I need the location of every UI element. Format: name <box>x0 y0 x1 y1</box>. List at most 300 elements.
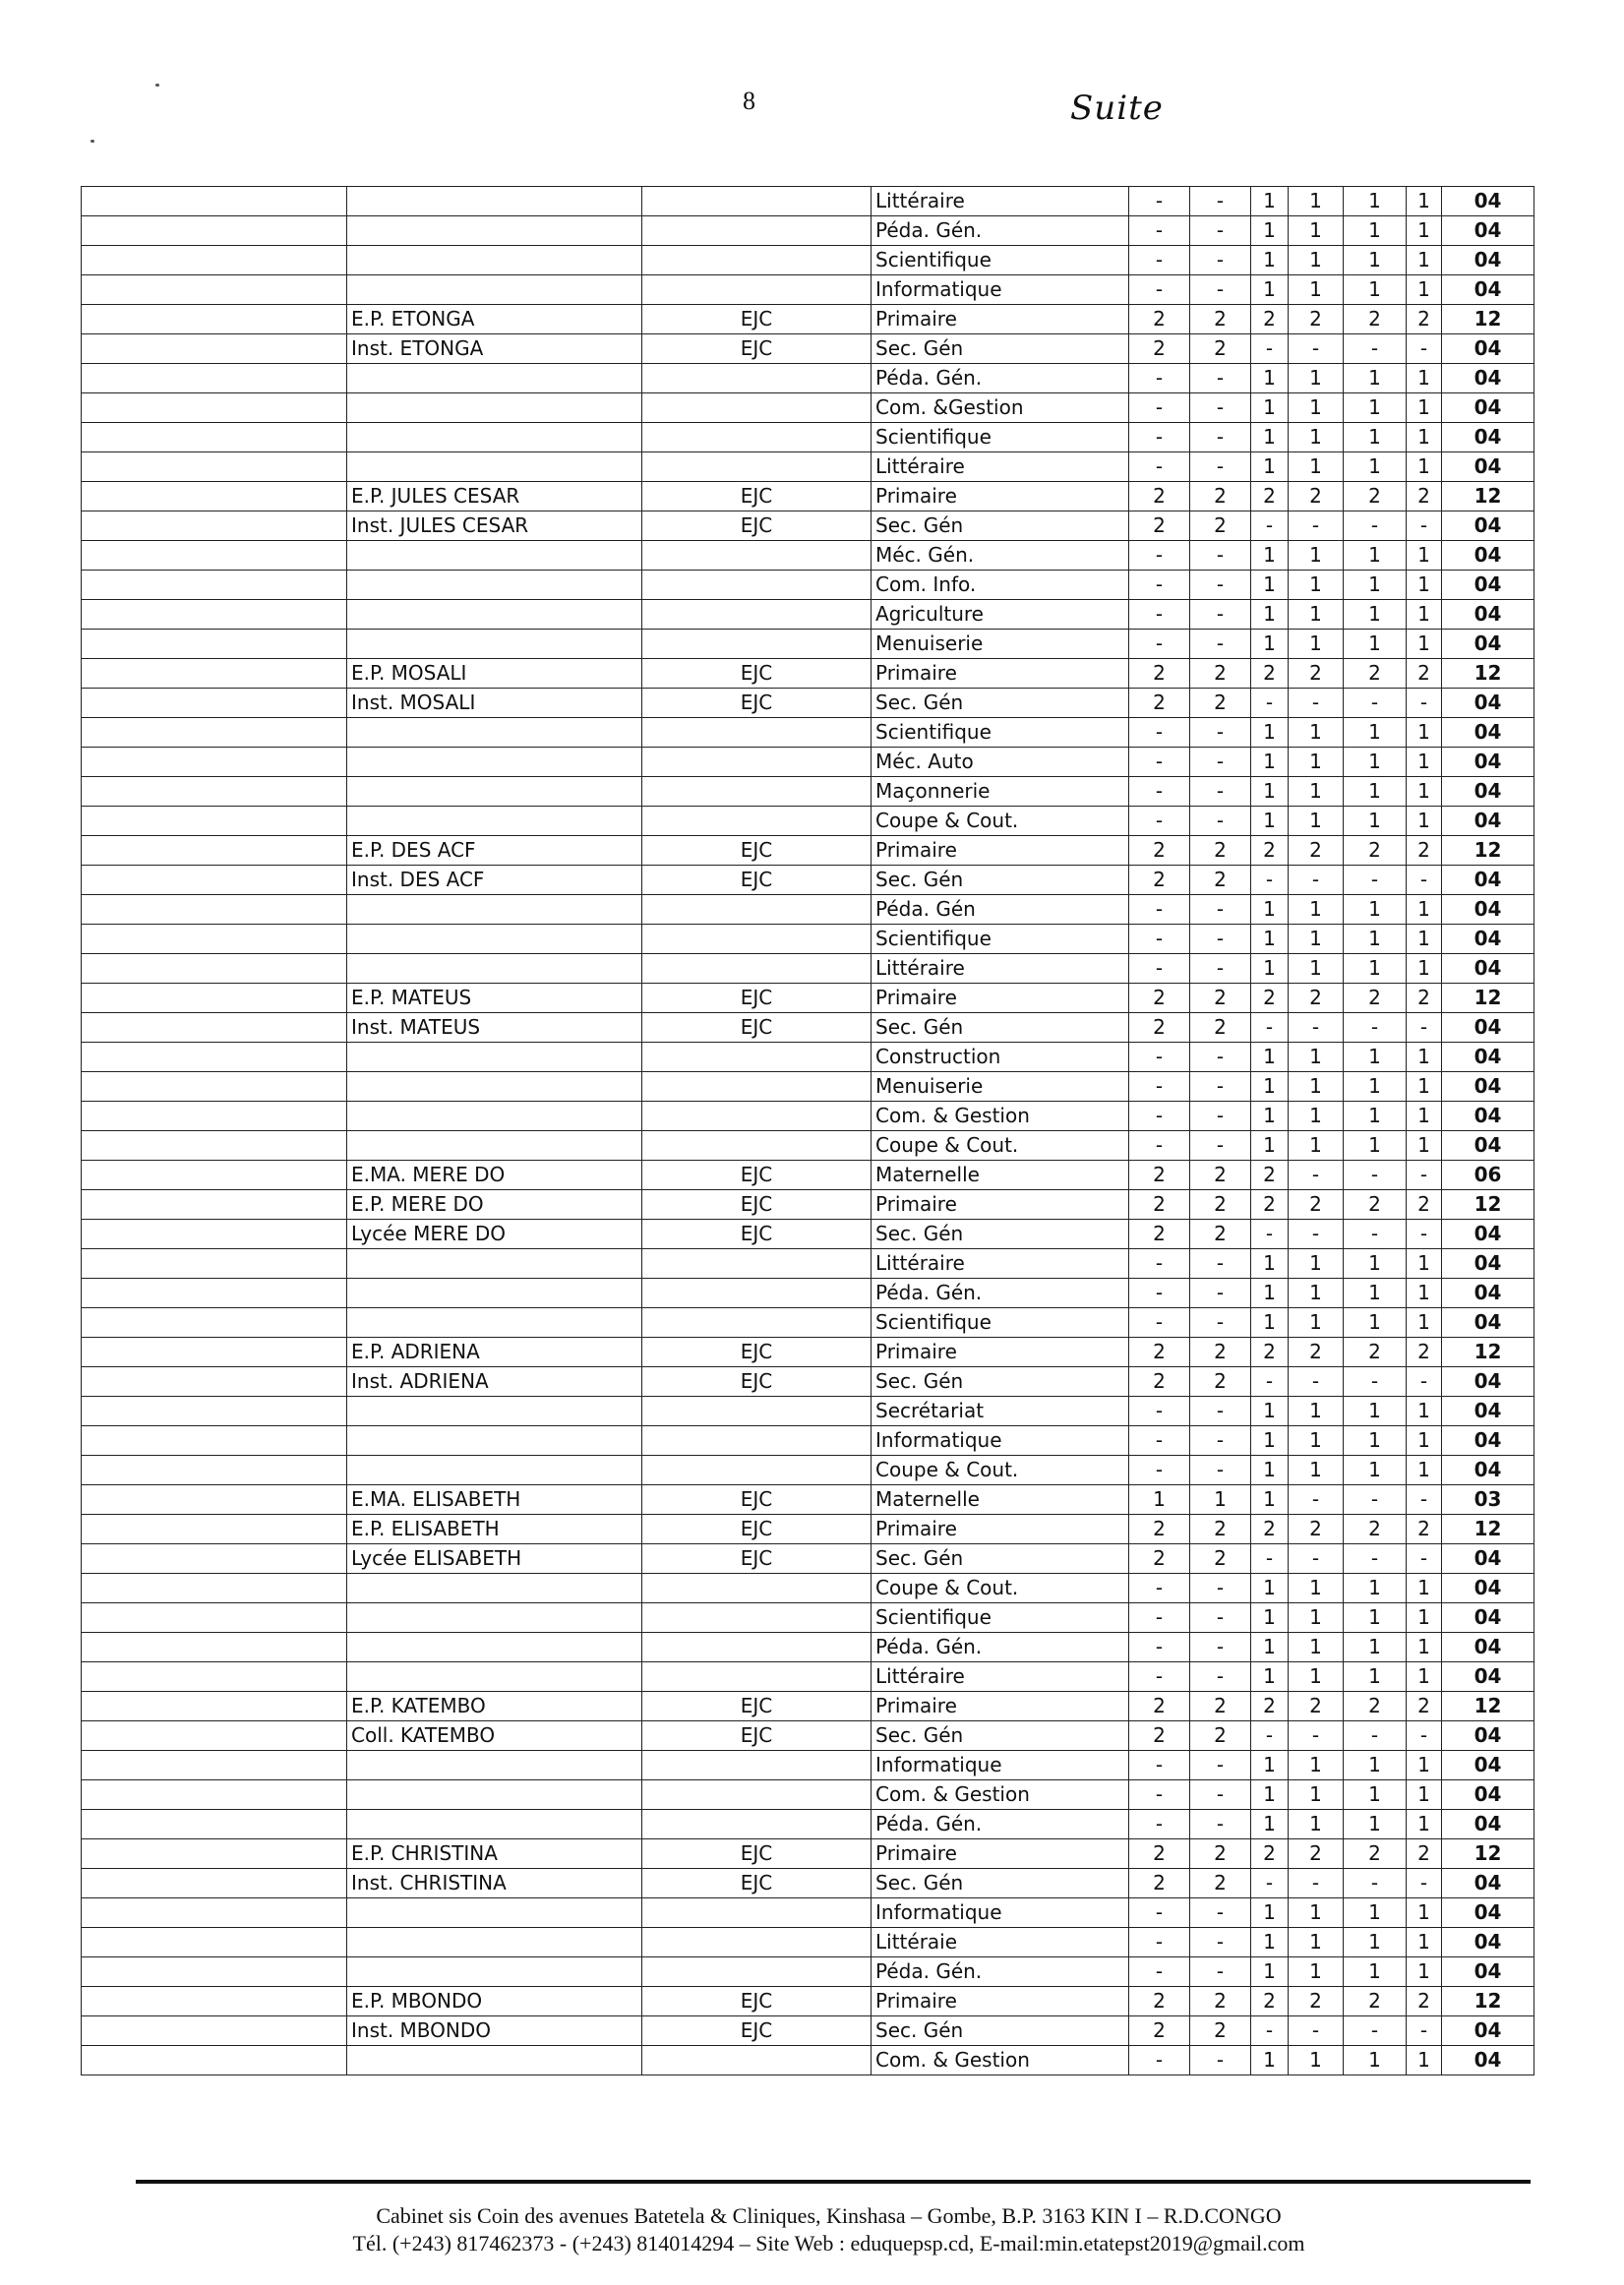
total-cell: 04 <box>1442 541 1534 571</box>
count-cell: - <box>1190 1102 1251 1131</box>
option-cell: Primaire <box>872 1692 1129 1721</box>
count-cell: 2 <box>1407 1987 1442 2016</box>
count-cell: 2 <box>1129 1987 1190 2016</box>
school-cell <box>347 541 642 571</box>
district-cell <box>82 600 347 630</box>
count-cell: 1 <box>1251 925 1289 954</box>
district-cell <box>82 423 347 452</box>
school-cell <box>347 807 642 836</box>
option-cell: Sec. Gén <box>872 511 1129 541</box>
count-cell: 1 <box>1344 187 1407 216</box>
count-cell: - <box>1407 866 1442 895</box>
option-cell: Menuiserie <box>872 1072 1129 1102</box>
option-cell: Coupe & Cout. <box>872 1456 1129 1485</box>
count-cell: 1 <box>1407 423 1442 452</box>
district-cell <box>82 1485 347 1515</box>
school-cell <box>347 1603 642 1633</box>
count-cell: 1 <box>1289 1574 1344 1603</box>
option-cell: Péda. Gén. <box>872 1279 1129 1308</box>
district-cell <box>82 954 347 984</box>
count-cell: 1 <box>1251 1633 1289 1662</box>
total-cell: 12 <box>1442 1839 1534 1869</box>
count-cell: - <box>1129 393 1190 423</box>
school-cell <box>347 452 642 482</box>
count-cell: 1 <box>1289 954 1344 984</box>
regime-cell <box>642 1426 872 1456</box>
total-cell: 03 <box>1442 1485 1534 1515</box>
count-cell: 1 <box>1407 748 1442 777</box>
option-cell: Primaire <box>872 659 1129 689</box>
district-cell <box>82 1426 347 1456</box>
regime-cell <box>642 1131 872 1161</box>
district-cell <box>82 925 347 954</box>
regime-cell: EJC <box>642 1220 872 1249</box>
count-cell: - <box>1190 807 1251 836</box>
district-cell <box>82 393 347 423</box>
count-cell: 1 <box>1251 1603 1289 1633</box>
total-cell: 04 <box>1442 246 1534 275</box>
school-cell: Inst. MATEUS <box>347 1013 642 1043</box>
regime-cell <box>642 1308 872 1338</box>
count-cell: - <box>1190 718 1251 748</box>
district-cell <box>82 482 347 511</box>
count-cell: 1 <box>1251 364 1289 393</box>
count-cell: - <box>1407 1161 1442 1190</box>
table-row <box>82 541 1534 571</box>
school-cell: E.P. MERE DO <box>347 1190 642 1220</box>
count-cell: 1 <box>1289 630 1344 659</box>
regime-cell <box>642 807 872 836</box>
table-row <box>82 1869 1534 1898</box>
count-cell: 1 <box>1344 2046 1407 2075</box>
table-row <box>82 1279 1534 1308</box>
school-cell <box>347 600 642 630</box>
school-cell <box>347 1780 642 1810</box>
option-cell: Primaire <box>872 984 1129 1013</box>
district-cell <box>82 216 347 246</box>
district-cell <box>82 1603 347 1633</box>
district-cell <box>82 866 347 895</box>
count-cell: - <box>1344 866 1407 895</box>
district-cell <box>82 1043 347 1072</box>
count-cell: - <box>1344 1220 1407 1249</box>
total-cell: 12 <box>1442 1190 1534 1220</box>
count-cell: 1 <box>1251 571 1289 600</box>
regime-cell <box>642 187 872 216</box>
school-cell <box>347 748 642 777</box>
school-cell <box>347 1279 642 1308</box>
count-cell: 1 <box>1344 393 1407 423</box>
total-cell: 04 <box>1442 807 1534 836</box>
table-row <box>82 1780 1534 1810</box>
count-cell: 1 <box>1407 954 1442 984</box>
total-cell: 04 <box>1442 364 1534 393</box>
regime-cell <box>642 748 872 777</box>
count-cell: 1 <box>1251 216 1289 246</box>
count-cell: 1 <box>1251 600 1289 630</box>
count-cell: - <box>1129 1957 1190 1987</box>
option-cell: Sec. Gén <box>872 1367 1129 1397</box>
school-cell <box>347 1957 642 1987</box>
count-cell: - <box>1129 216 1190 246</box>
regime-cell <box>642 246 872 275</box>
school-cell: E.MA. MERE DO <box>347 1161 642 1190</box>
total-cell: 12 <box>1442 1515 1534 1544</box>
count-cell: - <box>1251 1013 1289 1043</box>
regime-cell <box>642 1898 872 1928</box>
table-row <box>82 777 1534 807</box>
total-cell: 04 <box>1442 748 1534 777</box>
count-cell: 1 <box>1289 895 1344 925</box>
count-cell: 1 <box>1344 1574 1407 1603</box>
count-cell: - <box>1190 364 1251 393</box>
table-row <box>82 1928 1534 1957</box>
option-cell: Sec. Gén <box>872 1721 1129 1751</box>
count-cell: 1 <box>1289 1102 1344 1131</box>
count-cell: 1 <box>1251 748 1289 777</box>
regime-cell <box>642 1603 872 1633</box>
count-cell: 1 <box>1407 364 1442 393</box>
count-cell: 1 <box>1344 807 1407 836</box>
district-cell <box>82 1190 347 1220</box>
count-cell: 1 <box>1251 452 1289 482</box>
count-cell: 2 <box>1344 1692 1407 1721</box>
count-cell: 1 <box>1407 1957 1442 1987</box>
count-cell: - <box>1289 866 1344 895</box>
count-cell: 1 <box>1407 541 1442 571</box>
regime-cell: EJC <box>642 1367 872 1397</box>
regime-cell <box>642 1043 872 1072</box>
count-cell: 1 <box>1344 1456 1407 1485</box>
count-cell: 1 <box>1289 1957 1344 1987</box>
school-cell <box>347 895 642 925</box>
option-cell: Primaire <box>872 305 1129 334</box>
district-cell <box>82 1072 347 1102</box>
school-cell <box>347 187 642 216</box>
table-row <box>82 1131 1534 1161</box>
count-cell: 2 <box>1129 1544 1190 1574</box>
regime-cell <box>642 600 872 630</box>
count-cell: - <box>1129 1102 1190 1131</box>
count-cell: 1 <box>1344 1131 1407 1161</box>
total-cell: 04 <box>1442 2046 1534 2075</box>
school-cell: E.P. ELISABETH <box>347 1515 642 1544</box>
count-cell: 1 <box>1407 1574 1442 1603</box>
total-cell: 04 <box>1442 1397 1534 1426</box>
count-cell: 1 <box>1407 275 1442 305</box>
regime-cell <box>642 1072 872 1102</box>
table-row <box>82 364 1534 393</box>
count-cell: 1 <box>1251 1249 1289 1279</box>
count-cell: 1 <box>1344 1308 1407 1338</box>
table-row <box>82 2046 1534 2075</box>
option-cell: Sec. Gén <box>872 2016 1129 2046</box>
count-cell: 2 <box>1190 482 1251 511</box>
count-cell: 1 <box>1251 777 1289 807</box>
count-cell: 1 <box>1251 1102 1289 1131</box>
count-cell: - <box>1129 1810 1190 1839</box>
school-cell <box>347 393 642 423</box>
table-row <box>82 1043 1534 1072</box>
count-cell: 1 <box>1407 1456 1442 1485</box>
count-cell: 1 <box>1289 1633 1344 1662</box>
district-cell <box>82 836 347 866</box>
count-cell: 2 <box>1289 1839 1344 1869</box>
count-cell: - <box>1344 689 1407 718</box>
option-cell: Coupe & Cout. <box>872 1131 1129 1161</box>
count-cell: 2 <box>1129 836 1190 866</box>
count-cell: 2 <box>1129 1367 1190 1397</box>
option-cell: Péda. Gén. <box>872 1633 1129 1662</box>
regime-cell: EJC <box>642 984 872 1013</box>
count-cell: - <box>1129 807 1190 836</box>
count-cell: 1 <box>1344 1662 1407 1692</box>
district-cell <box>82 1751 347 1780</box>
count-cell: - <box>1190 630 1251 659</box>
count-cell: 2 <box>1129 689 1190 718</box>
school-cell <box>347 1810 642 1839</box>
option-cell: Maçonnerie <box>872 777 1129 807</box>
count-cell: - <box>1129 1574 1190 1603</box>
count-cell: 1 <box>1407 1810 1442 1839</box>
district-cell <box>82 1544 347 1574</box>
option-cell: Scientifique <box>872 1308 1129 1338</box>
count-cell: 2 <box>1344 1338 1407 1367</box>
total-cell: 06 <box>1442 1161 1534 1190</box>
district-cell <box>82 718 347 748</box>
count-cell: - <box>1129 1279 1190 1308</box>
count-cell: 2 <box>1190 1013 1251 1043</box>
district-cell <box>82 364 347 393</box>
count-cell: 2 <box>1344 836 1407 866</box>
table-row <box>82 1692 1534 1721</box>
count-cell: - <box>1251 689 1289 718</box>
regime-cell <box>642 452 872 482</box>
school-cell: Inst. ADRIENA <box>347 1367 642 1397</box>
district-cell <box>82 777 347 807</box>
district-cell <box>82 571 347 600</box>
count-cell: 1 <box>1407 1279 1442 1308</box>
total-cell: 04 <box>1442 216 1534 246</box>
district-cell <box>82 1220 347 1249</box>
count-cell: 2 <box>1129 334 1190 364</box>
count-cell: 1 <box>1344 571 1407 600</box>
school-cell: E.P. ETONGA <box>347 305 642 334</box>
district-cell <box>82 541 347 571</box>
count-cell: 1 <box>1251 954 1289 984</box>
count-cell: - <box>1129 1633 1190 1662</box>
count-cell: 1 <box>1289 718 1344 748</box>
school-cell <box>347 1249 642 1279</box>
table-row <box>82 423 1534 452</box>
count-cell: 1 <box>1190 1485 1251 1515</box>
count-cell: 1 <box>1251 423 1289 452</box>
table-row <box>82 1957 1534 1987</box>
regime-cell <box>642 1574 872 1603</box>
count-cell: 1 <box>1344 1751 1407 1780</box>
district-cell <box>82 1574 347 1603</box>
count-cell: 1 <box>1289 1072 1344 1102</box>
count-cell: 1 <box>1407 895 1442 925</box>
count-cell: 1 <box>1344 1633 1407 1662</box>
count-cell: 2 <box>1129 1338 1190 1367</box>
regime-cell <box>642 2046 872 2075</box>
option-cell: Primaire <box>872 836 1129 866</box>
table-row <box>82 748 1534 777</box>
count-cell: - <box>1190 1308 1251 1338</box>
footer-address: Cabinet sis Coin des avenues Batetela & Cliniques, Kinshasa – Gombe, B.P. 3163 KIN I – R.D.CONGO <box>376 2203 1282 2228</box>
count-cell: 2 <box>1251 984 1289 1013</box>
total-cell: 04 <box>1442 600 1534 630</box>
regime-cell: EJC <box>642 334 872 364</box>
count-cell: 1 <box>1407 1102 1442 1131</box>
count-cell: 1 <box>1407 2046 1442 2075</box>
count-cell: 1 <box>1407 187 1442 216</box>
count-cell: - <box>1407 1544 1442 1574</box>
table-row <box>82 1426 1534 1456</box>
count-cell: - <box>1407 511 1442 541</box>
count-cell: 2 <box>1129 1839 1190 1869</box>
count-cell: 1 <box>1344 1279 1407 1308</box>
total-cell: 04 <box>1442 1633 1534 1662</box>
option-cell: Littéraire <box>872 187 1129 216</box>
count-cell: - <box>1190 1279 1251 1308</box>
total-cell: 04 <box>1442 1013 1534 1043</box>
count-cell: 1 <box>1344 1426 1407 1456</box>
count-cell: 1 <box>1407 630 1442 659</box>
count-cell: 1 <box>1289 1426 1344 1456</box>
school-cell <box>347 630 642 659</box>
total-cell: 12 <box>1442 305 1534 334</box>
table-row <box>82 305 1534 334</box>
count-cell: 1 <box>1344 1072 1407 1102</box>
count-cell: - <box>1251 1721 1289 1751</box>
option-cell: Primaire <box>872 1338 1129 1367</box>
count-cell: 2 <box>1407 984 1442 1013</box>
scan-speck <box>90 140 94 143</box>
school-cell <box>347 718 642 748</box>
count-cell: 2 <box>1407 1692 1442 1721</box>
count-cell: 1 <box>1407 1426 1442 1456</box>
district-cell <box>82 1102 347 1131</box>
count-cell: 1 <box>1344 1043 1407 1072</box>
count-cell: - <box>1407 1869 1442 1898</box>
option-cell: Secrétariat <box>872 1397 1129 1426</box>
option-cell: Maternelle <box>872 1485 1129 1515</box>
count-cell: 1 <box>1289 925 1344 954</box>
regime-cell <box>642 718 872 748</box>
count-cell: 2 <box>1129 511 1190 541</box>
count-cell: 1 <box>1344 423 1407 452</box>
count-cell: 1 <box>1251 718 1289 748</box>
option-cell: Agriculture <box>872 600 1129 630</box>
total-cell: 04 <box>1442 1957 1534 1987</box>
regime-cell: EJC <box>642 1485 872 1515</box>
district-cell <box>82 1338 347 1367</box>
count-cell: 2 <box>1190 689 1251 718</box>
district-cell <box>82 246 347 275</box>
count-cell: 1 <box>1289 1397 1344 1426</box>
regime-cell: EJC <box>642 1692 872 1721</box>
count-cell: 2 <box>1251 305 1289 334</box>
total-cell: 12 <box>1442 659 1534 689</box>
total-cell: 04 <box>1442 452 1534 482</box>
table-row <box>82 600 1534 630</box>
count-cell: 2 <box>1190 659 1251 689</box>
table-row <box>82 275 1534 305</box>
regime-cell <box>642 1928 872 1957</box>
total-cell: 04 <box>1442 2016 1534 2046</box>
school-cell <box>347 571 642 600</box>
table-row <box>82 1839 1534 1869</box>
count-cell: 2 <box>1129 1869 1190 1898</box>
count-cell: - <box>1190 954 1251 984</box>
count-cell: 2 <box>1190 1869 1251 1898</box>
count-cell: 1 <box>1344 895 1407 925</box>
count-cell: - <box>1190 541 1251 571</box>
count-cell: 1 <box>1289 1810 1344 1839</box>
count-cell: - <box>1289 2016 1344 2046</box>
count-cell: 2 <box>1190 1161 1251 1190</box>
count-cell: - <box>1129 1308 1190 1338</box>
count-cell: 2 <box>1251 1515 1289 1544</box>
count-cell: - <box>1129 2046 1190 2075</box>
district-cell <box>82 452 347 482</box>
option-cell: Péda. Gén. <box>872 216 1129 246</box>
count-cell: - <box>1190 1072 1251 1102</box>
count-cell: 1 <box>1251 807 1289 836</box>
count-cell: 2 <box>1407 305 1442 334</box>
table-row <box>82 1220 1534 1249</box>
count-cell: 2 <box>1251 1161 1289 1190</box>
count-cell: 1 <box>1289 541 1344 571</box>
table-row <box>82 1456 1534 1485</box>
option-cell: Littéraire <box>872 1249 1129 1279</box>
count-cell: - <box>1407 689 1442 718</box>
regime-cell: EJC <box>642 511 872 541</box>
count-cell: - <box>1190 571 1251 600</box>
count-cell: 1 <box>1289 777 1344 807</box>
total-cell: 04 <box>1442 866 1534 895</box>
count-cell: - <box>1190 452 1251 482</box>
count-cell: 1 <box>1407 571 1442 600</box>
school-cell: Coll. KATEMBO <box>347 1721 642 1751</box>
regime-cell: EJC <box>642 1869 872 1898</box>
count-cell: 2 <box>1289 1987 1344 2016</box>
district-cell <box>82 1839 347 1869</box>
regime-cell <box>642 1279 872 1308</box>
total-cell: 04 <box>1442 1102 1534 1131</box>
count-cell: 2 <box>1129 482 1190 511</box>
count-cell: 1 <box>1289 246 1344 275</box>
regime-cell: EJC <box>642 1987 872 2016</box>
school-cell <box>347 1751 642 1780</box>
count-cell: - <box>1190 1397 1251 1426</box>
total-cell: 04 <box>1442 1810 1534 1839</box>
total-cell: 04 <box>1442 1279 1534 1308</box>
district-cell <box>82 1957 347 1987</box>
total-cell: 12 <box>1442 1338 1534 1367</box>
count-cell: - <box>1289 1485 1344 1515</box>
school-cell: Lycée MERE DO <box>347 1220 642 1249</box>
count-cell: 2 <box>1190 1367 1251 1397</box>
count-cell: 1 <box>1289 1131 1344 1161</box>
count-cell: 1 <box>1251 895 1289 925</box>
regime-cell <box>642 1780 872 1810</box>
count-cell: - <box>1344 511 1407 541</box>
district-cell <box>82 1397 347 1426</box>
count-cell: 1 <box>1407 1928 1442 1957</box>
